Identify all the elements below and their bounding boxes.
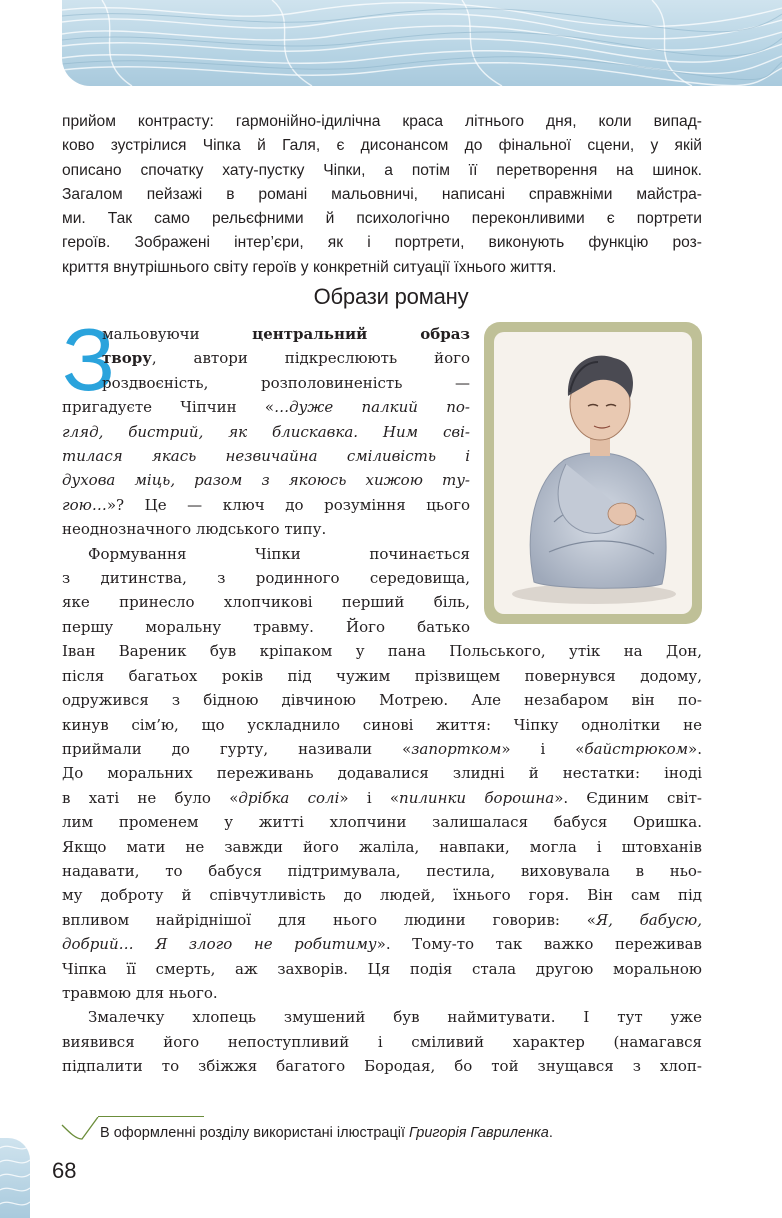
intro-line: криття внутрішнього світу героїв у конкретній ситуації їхнього життя. [62, 258, 557, 276]
text-run: ». Єдиним світ- [554, 788, 703, 807]
quote-run: …дуже палкий по- [274, 398, 470, 417]
text-line [62, 786, 702, 810]
footnote-rule [98, 1116, 204, 1117]
main-text [62, 310, 703, 1079]
quote-run: гою… [62, 495, 107, 514]
text-line [62, 932, 702, 956]
footnote [100, 1125, 553, 1141]
header-decoration [62, 0, 782, 86]
text-run: » і « [501, 739, 585, 758]
text-line [62, 737, 702, 761]
intro-line: Загалом пейзажі в романі мальовничі, написані справжніми майстра- [62, 185, 702, 203]
intro-paragraph [62, 110, 702, 280]
text-run: мальовуючи [102, 325, 200, 343]
text-run: пригадуєте Чіпчин « [62, 398, 275, 417]
quote-run: дрібка солі [238, 788, 340, 807]
text-run: приймали до гурту, називали « [62, 739, 412, 758]
text-line: Іван Вареник був кріпаком у пана Польського, утік на Дон, [62, 642, 702, 661]
footnote-author: Григорія Гавриленка [409, 1125, 549, 1141]
text-run: ». [688, 739, 702, 758]
quote-run: пилинки борошна [399, 788, 555, 807]
text-run: в хаті не було « [62, 788, 239, 807]
text-line: неоднозначного людського типу. [62, 520, 327, 539]
drop-cap: З [62, 310, 116, 409]
quote-run: добрий… Я злого не робитиму [62, 935, 377, 954]
text-line: першу моральну травму. Його батько [62, 617, 470, 636]
quote-run: байстрюком [584, 739, 689, 758]
text-line: одружився з бідною дівчиною Мотрею. Але незабаром він по- [62, 691, 702, 710]
text-line [62, 420, 470, 444]
intro-line: описано спочатку хату-пустку Чіпки, а потім її перетворення на шинок. [62, 161, 702, 179]
intro-line: прийом контрасту: гармонійно-ідилічна краса літнього дня, коли випад- [62, 113, 702, 130]
text-line [62, 908, 702, 932]
text-line: надавати, то бабуся підтримувала, пестила, виховувала в ньо- [62, 861, 702, 880]
bold-run: твору [102, 349, 152, 368]
text-line [62, 444, 470, 468]
section-title: Образи роману [313, 284, 469, 309]
text-line [102, 346, 470, 370]
quote-run: тилася якась незвичайна сміливість і [62, 447, 470, 466]
wave-pattern-icon [62, 0, 782, 86]
text-line: Змалечку хлопець змушений був наймитувати. І тут уже [88, 1008, 702, 1027]
text-line [62, 493, 470, 517]
text-line: підпалити то збіжжя багатого Бородая, бо той знущався з хлоп- [62, 1057, 702, 1076]
side-decoration [0, 1138, 30, 1218]
text-line: роздвоєність, розполовиненість — [102, 373, 470, 392]
intro-line: ми. Так само рельєфними й психологічно переконливими є портрети [62, 210, 702, 228]
text-line: Чіпка її смерть, аж захворів. Ця подія стала другою моральною [62, 959, 702, 978]
text-line [102, 322, 470, 346]
wave-pattern-icon [0, 1138, 30, 1218]
footnote-end: . [548, 1125, 553, 1141]
text-run: »? Це — ключ до розуміння цього [106, 495, 470, 514]
text-line: До моральних переживань додавалися злидні й нестатки: іноді [62, 764, 702, 783]
quote-run: гляд, бистрий, як блискавка. Ним сві- [62, 422, 470, 441]
footnote-check-icon [60, 1117, 100, 1141]
intro-line: героїв. Зображені інтер’єри, як і портрети, виконують функцію роз- [62, 234, 702, 252]
text-run: , автори підкреслюють його [151, 349, 470, 368]
text-line: виявився його непоступливий і сміливий характер (намагався [62, 1032, 702, 1051]
quote-run: духова міць, разом з якоюсь хижою ту- [62, 471, 470, 490]
text-run: впливом найріднішої для нього людини говорив: « [62, 910, 596, 929]
text-line: лим променем у житті хлопчини залишалася бабуся Оришка. [62, 813, 702, 832]
text-line: Формування Чіпки починається [88, 544, 470, 563]
text-line: му доброту й співчутливість до людей, їхнього горя. Він сам під [62, 886, 702, 905]
footnote-text: В оформленні розділу використані ілюстрації [100, 1125, 410, 1141]
text-line [62, 468, 470, 492]
text-line: після багатьох років під чужим прізвищем повернувся додому, [62, 666, 702, 685]
text-line: Якщо мати не завжди його жаліла, навпаки, могла і штовханів [62, 837, 702, 856]
text-line: з дитинства, з родинного середовища, [62, 569, 470, 588]
text-line: травмою для нього. [62, 983, 218, 1002]
text-run: » і « [339, 788, 400, 807]
text-line: кинув сім’ю, що ускладнило синові життя: Чіпку однолітки не [62, 715, 702, 734]
text-line: яке принесло хлопчикові перший біль, [62, 593, 470, 612]
page-number: 68 [52, 1158, 77, 1183]
bold-run: центральний образ [252, 325, 470, 343]
quote-run: Я, бабусю, [595, 910, 702, 929]
intro-line: ково зустрілися Чіпка й Галя, є дисонансом до фінальної сцени, у якій [62, 137, 702, 155]
text-run: ». Тому-то так важко переживав [376, 935, 703, 954]
text-line [62, 395, 470, 419]
quote-run: запортком [411, 739, 502, 758]
